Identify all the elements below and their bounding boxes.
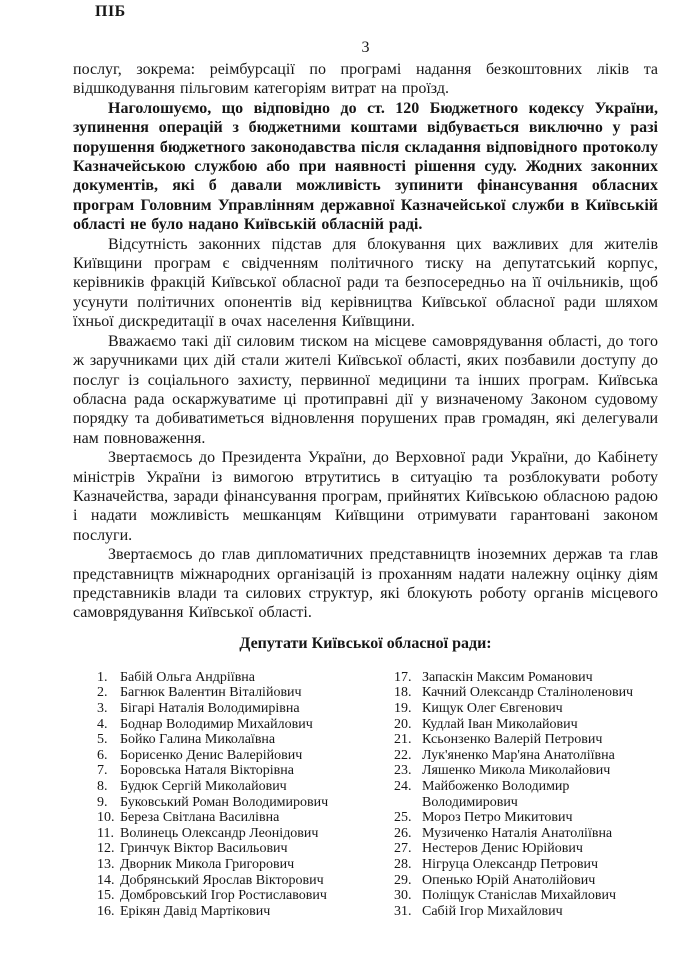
- deputy-number: 17.: [394, 669, 412, 685]
- deputy-number: 11.: [97, 825, 114, 841]
- deputy-item: [97, 857, 394, 873]
- deputy-number: 22.: [394, 747, 412, 763]
- deputy-name: Бабій Ольга Андріївна: [120, 669, 256, 685]
- deputy-item: [394, 904, 658, 920]
- deputy-item: [97, 748, 394, 764]
- deputy-name: Гринчук Віктор Васильович: [120, 841, 288, 857]
- deputy-name: Бойко Галина Миколаївна: [120, 732, 276, 748]
- deputies-column-right: [394, 670, 658, 920]
- paragraph-appeal-to-president: Звертаємось до Президента України, до Верховної ради України, до Кабінету міністрів України із вимогою втрутитись в ситуацію та розблокувати роботу Казначейства, заради фінансування програм, прийнятих Київською обласною радою і надати можливість мешканцям Київщини отримувати гарантовані законом послуги.: [73, 449, 658, 544]
- deputy-number: 4.: [97, 716, 108, 732]
- deputy-number: 19.: [394, 700, 412, 716]
- deputy-item: [394, 888, 658, 904]
- deputy-name: Лук'яненко Мар'яна Анатоліївна: [422, 747, 615, 763]
- deputy-name: Борисенко Денис Валерійович: [120, 747, 303, 763]
- deputy-number: 24.: [394, 778, 412, 794]
- deputy-number: 25.: [394, 810, 412, 826]
- deputy-item: [394, 685, 658, 701]
- deputy-number: 31.: [394, 903, 412, 919]
- deputy-number: 20.: [394, 716, 412, 732]
- paragraph-budget-code-emphasis: Наголошуємо, що відповідно до ст. 120 Бюджетного кодексу України, зупинення операцій з бюджетними коштами відбувається виключно у разі порушення бюджетного законодавства після складання відповідного протоколу Казначейською службою або при наявності рішення суду. Жодних законних документів, які б давали можливість зупинити фінансування обласних програм Головним Управлінням державної Казначейської служби в Київській області не було надано Київській обласній раді.: [73, 99, 658, 234]
- document-content: [73, 38, 658, 919]
- paragraph-no-legal-grounds: Відсутність законних підстав для блокування цих важливих для жителів Київщини програм є свідченням політичного тиску на депутатський корпус, керівників фракцій Київської обласної ради та безпосередньо на її очільників, щоб усунути політичних опонентів від керівництва Київської обласної ради шляхом їхньої дискредитації в очах населення Київщини.: [73, 235, 658, 331]
- deputy-name: Домбровський Ігор Ростиславович: [120, 888, 327, 904]
- deputy-number: 14.: [97, 872, 115, 888]
- deputy-item: [394, 701, 658, 717]
- deputy-item: [394, 810, 658, 826]
- deputy-number: 6.: [97, 747, 108, 763]
- deputy-name: Бігарі Наталія Володимирівна: [120, 700, 300, 716]
- deputy-item: [97, 888, 394, 904]
- deputy-name: Дворник Микола Григорович: [120, 856, 295, 872]
- deputy-number: 9.: [97, 794, 108, 810]
- deputy-name: Ксьонзенко Валерій Петрович: [422, 732, 603, 748]
- deputy-name: Кудлай Іван Миколайович: [422, 716, 578, 732]
- deputy-name: Буковський Роман Володимирович: [120, 794, 329, 810]
- deputy-item: [394, 841, 658, 857]
- deputy-name: Добрянський Ярослав Вікторович: [120, 872, 324, 888]
- deputy-number: 5.: [97, 732, 108, 748]
- deputy-name: Нестеров Денис Юрійович: [422, 841, 583, 857]
- deputy-name: Кищук Олег Євгенович: [422, 700, 563, 716]
- deputy-item: [394, 732, 658, 748]
- deputy-number: 26.: [394, 825, 412, 841]
- deputy-item: [394, 873, 658, 889]
- deputy-item: [394, 717, 658, 733]
- deputy-name: Ляшенко Микола Миколайович: [422, 763, 611, 779]
- page-number: 3: [361, 39, 370, 56]
- deputy-item: [97, 795, 394, 811]
- deputy-name: Волинець Олександр Леонідович: [120, 825, 319, 841]
- deputies-list: [97, 670, 658, 920]
- deputy-item: [97, 670, 394, 686]
- deputy-name: Запаскін Максим Романович: [422, 669, 593, 685]
- deputy-item: [97, 763, 394, 779]
- deputy-number: 13.: [97, 856, 115, 872]
- paragraph-appeal-to-diplomats: Звертаємось до глав дипломатичних представництв іноземних держав та глав представництв міжнародних організацій із проханням надати належну оцінку діям представників влади та силових структур, які блокують роботу органів місцевого самоврядування Київської області.: [73, 546, 658, 622]
- page-header-label: ПІБ: [95, 3, 126, 20]
- deputy-number: 8.: [97, 778, 108, 794]
- deputy-name: Нігруца Олександр Петрович: [422, 856, 598, 872]
- deputy-item: [97, 779, 394, 795]
- deputy-number: 15.: [97, 888, 115, 904]
- deputies-column-left: [97, 670, 394, 920]
- deputy-name: Опенько Юрій Анатолійович: [422, 872, 596, 888]
- deputy-item: [97, 873, 394, 889]
- deputy-number: 23.: [394, 763, 412, 779]
- deputy-number: 21.: [394, 732, 412, 748]
- deputy-item: [394, 670, 658, 686]
- deputy-number: 10.: [97, 810, 115, 826]
- deputy-name: Музиченко Наталія Анатоліївна: [422, 825, 613, 841]
- deputy-number: 18.: [394, 685, 412, 701]
- deputy-number: 7.: [97, 763, 108, 779]
- deputies-heading: Депутати Київської обласної ради:: [239, 634, 492, 652]
- deputy-number: 29.: [394, 872, 412, 888]
- deputy-number: 28.: [394, 856, 412, 872]
- deputy-number: 3.: [97, 700, 108, 716]
- deputy-item: [97, 810, 394, 826]
- deputy-item: [97, 685, 394, 701]
- paragraph-pressure-on-self-government: Вважаємо такі дії силовим тиском на місцеве самоврядування області, до того ж заручниками цих дій стали жителі Київської області, яких позбавили доступу до послуг із соціального захисту, первинної медицини та інших програм. Київська обласна рада оскаржуватиме ці протиправні дії у визначеному Законом судовому порядку та добиватиметься відновлення порушених прав громадян, які делегували нам повноваження.: [73, 332, 658, 447]
- deputy-number: 27.: [394, 841, 412, 857]
- deputy-name: Береза Світлана Василівна: [120, 810, 280, 826]
- deputy-item: [394, 763, 658, 779]
- deputy-name: Багнюк Валентин Віталійович: [120, 685, 302, 701]
- deputy-name: Боднар Володимир Михайлович: [120, 716, 313, 732]
- deputy-item: [97, 732, 394, 748]
- deputy-name: Боровська Наталя Вікторівна: [120, 763, 294, 779]
- deputy-number: 12.: [97, 841, 115, 857]
- deputy-item: [394, 779, 658, 810]
- deputy-name: Майбоженко Володимир Володимирович: [422, 778, 570, 810]
- deputy-item: [394, 748, 658, 764]
- deputy-item: [97, 717, 394, 733]
- deputy-number: 16.: [97, 903, 115, 919]
- deputy-item: [97, 841, 394, 857]
- deputy-name: Качний Олександр Сталіноленович: [422, 685, 634, 701]
- paragraph-services-continuation: послуг, зокрема: реімбурсації по програмі надання безкоштовних ліків та відшкодування пільговим категоріям витрат на проїзд.: [73, 61, 658, 98]
- deputy-name: Будюк Сергій Миколайович: [120, 778, 287, 794]
- deputy-number: 30.: [394, 888, 412, 904]
- deputy-item: [394, 826, 658, 842]
- deputy-name: Ерікян Давід Мартікович: [120, 903, 271, 919]
- deputy-item: [97, 701, 394, 717]
- deputy-item: [97, 904, 394, 920]
- deputy-name: Сабій Ігор Михайлович: [422, 903, 563, 919]
- deputy-item: [97, 826, 394, 842]
- deputy-item: [394, 857, 658, 873]
- deputy-number: 2.: [97, 685, 108, 701]
- deputy-number: 1.: [97, 669, 108, 685]
- deputy-name: Поліщук Станіслав Михайлович: [422, 888, 617, 904]
- deputy-name: Мороз Петро Микитович: [422, 810, 573, 826]
